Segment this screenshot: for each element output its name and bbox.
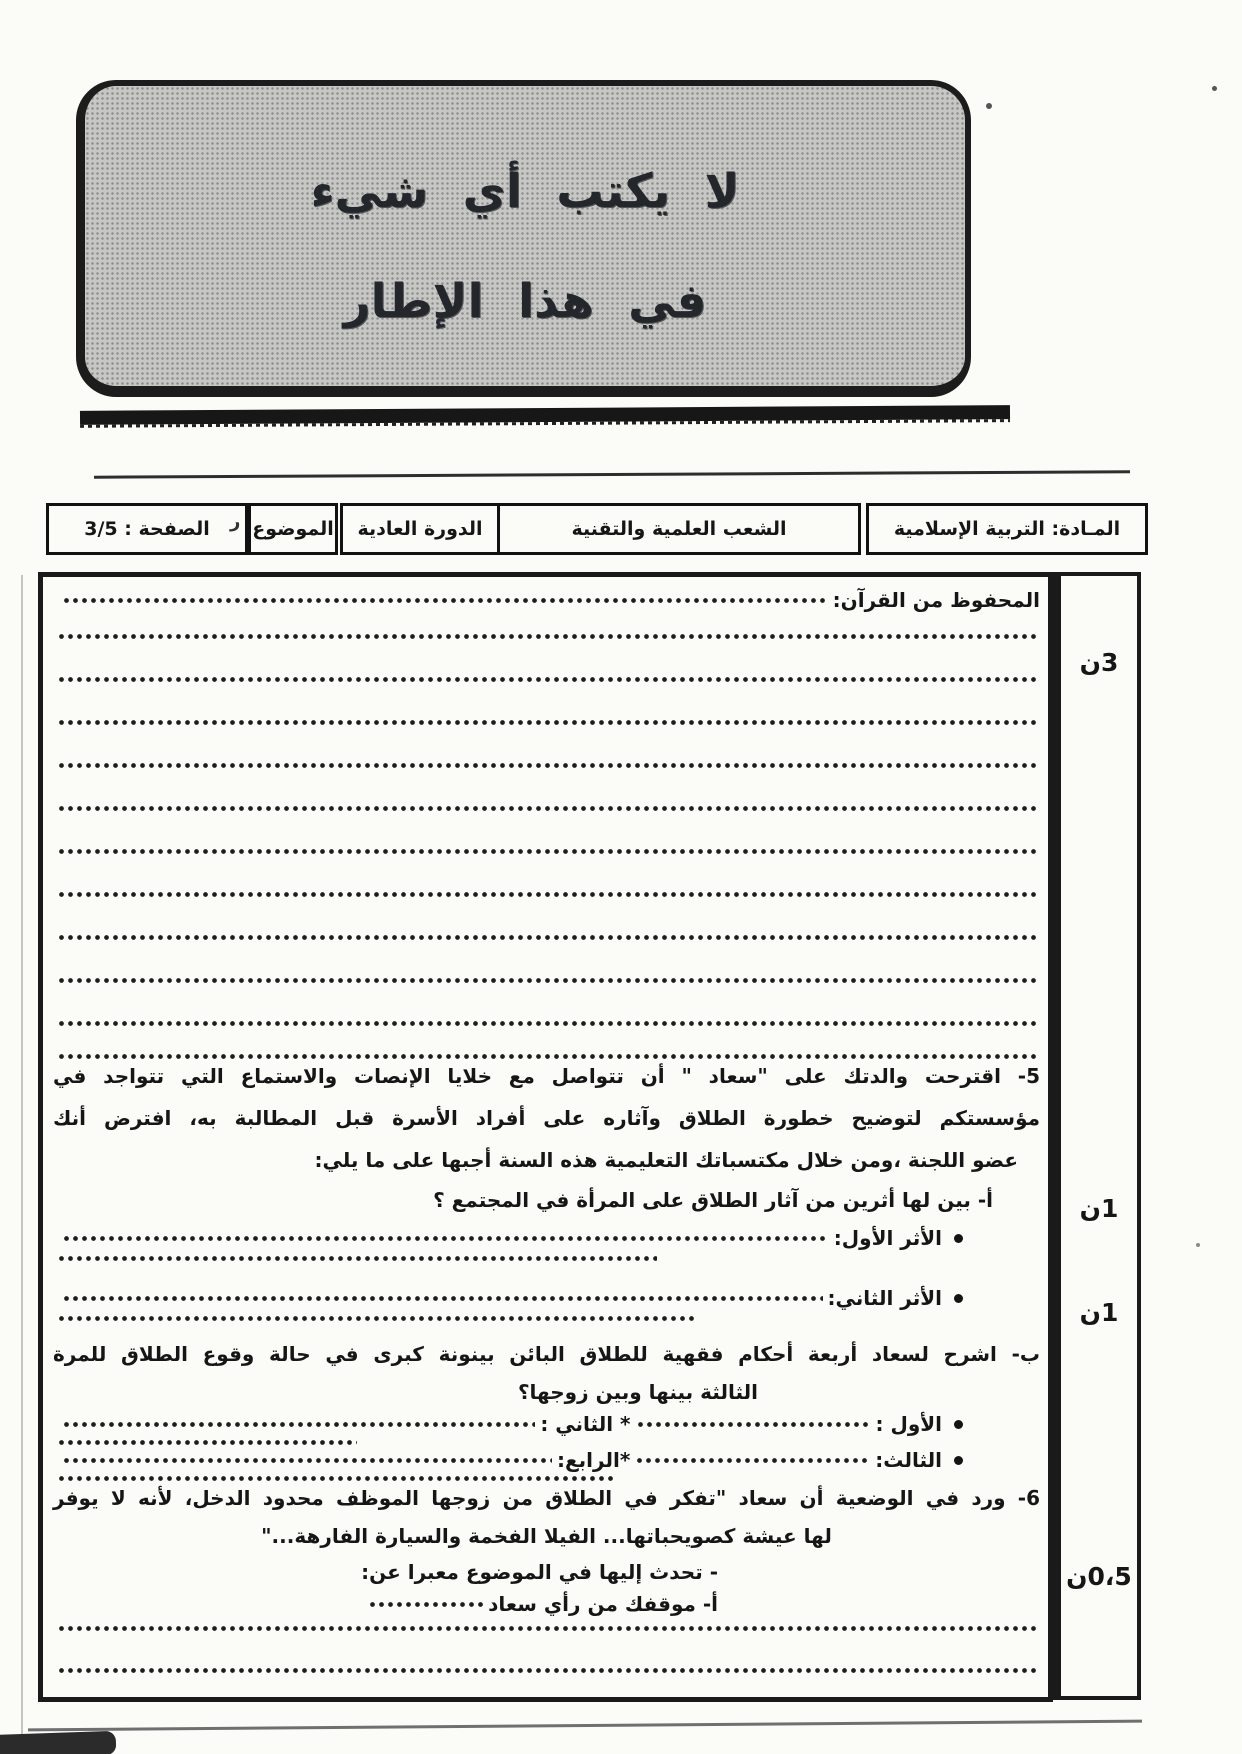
answer-dotted-fill[interactable]: [636, 1421, 871, 1428]
q6-text-line1: 6- ورد في الوضعية أن سعاد "تفكر في الطلاق من زوجها الموظف محدود الدخل، لأنه لا يوفر: [53, 1486, 1040, 1510]
effect2-label: الأثر الثاني:: [827, 1286, 942, 1310]
do-not-write-notice-box: [76, 80, 971, 397]
q5-text-line1: 5- اقترحت والدتك على "سعاد " أن تتواصل مع خلايا الإنصات والاستماع التي تتواجد في: [53, 1064, 1040, 1088]
q5-text-line3: عضو اللجنة ،ومن خلال مكتسباتك التعليمية هذه السنة أجبها على ما يلي:: [314, 1148, 1018, 1172]
answer-line[interactable]: [57, 891, 1036, 898]
rule1-rule2-row: [57, 1409, 963, 1439]
scan-bottom-line: [28, 1720, 1142, 1732]
header-cell-topic: [248, 503, 338, 555]
session-label: الدورة العادية: [357, 518, 483, 540]
effect1-label: الأثر الأول:: [833, 1226, 942, 1250]
answer-line[interactable]: [57, 934, 1036, 941]
answer-line[interactable]: [57, 1315, 697, 1322]
rule3-rule4-row: [57, 1445, 963, 1475]
answer-dotted-fill[interactable]: [62, 1421, 535, 1428]
q6-text-line2: لها عيشة كصويحباتها... الفيلا الفخمة والسيارة الفارهة...": [261, 1524, 832, 1548]
answer-dotted-fill[interactable]: [62, 1295, 823, 1302]
branch-label: الشعب العلمية والتقنية: [571, 518, 787, 540]
q5-sub-a: أ- بين لها أثرين من آثار الطلاق على المرأة في المجتمع ؟: [433, 1188, 993, 1212]
rule1-label: الأول :: [875, 1412, 942, 1436]
answer-frame: [38, 572, 1053, 1702]
scan-edge-line: [21, 575, 23, 1740]
answer-line[interactable]: [57, 1255, 657, 1262]
page-number-label: الصفحة : 3/5: [84, 518, 210, 540]
subject-label: المـادة: التربية الإسلامية: [893, 518, 1121, 540]
q5-sub-b-line1: ب- اشرح لسعاد أربعة أحكام فقهية للطلاق البائن بينونة كبرى في حالة وقوع الطلاق للمرة: [53, 1342, 1040, 1366]
rule2-label: * الثاني :: [540, 1412, 631, 1436]
bullet-icon: [954, 1456, 963, 1465]
answer-dotted-fill[interactable]: [62, 1457, 552, 1464]
rule4-label: *الرابع:: [556, 1448, 631, 1472]
answer-line[interactable]: [57, 1625, 1036, 1632]
bullet-icon: [954, 1420, 963, 1429]
answer-line[interactable]: [57, 805, 1036, 812]
score-q5b: 1ن: [1079, 1298, 1119, 1327]
stray-mark: ر: [230, 511, 241, 532]
q5-text-line2: مؤسستكم لتوضيح خطورة الطلاق وآثاره على أفراد الأسرة قبل المطالبة به، افترض أنك: [53, 1106, 1040, 1130]
topic-label: الموضوع: [252, 518, 334, 540]
header-cell-session: [340, 503, 500, 555]
thick-divider-bar: [80, 405, 1010, 425]
bullet-icon: [954, 1234, 963, 1243]
score-q5a: 1ن: [1079, 1194, 1119, 1223]
memorized-quran-row: [57, 585, 1040, 615]
rule3-label: الثالث:: [875, 1448, 942, 1472]
answer-dotted-fill[interactable]: [368, 1601, 483, 1608]
scan-speck: [1196, 1243, 1200, 1247]
notice-line-2: في هذا الإطار: [343, 274, 707, 329]
thin-divider-line: [94, 470, 1130, 478]
answer-line[interactable]: [57, 1667, 1036, 1674]
q6-task-a-row: [363, 1589, 718, 1619]
answer-line[interactable]: [57, 719, 1036, 726]
scan-speck: [986, 103, 992, 109]
score-q6a: 0،5ن: [1066, 1562, 1132, 1591]
q6-task: - تحدث إليها في الموضوع معبرا عن:: [361, 1560, 718, 1584]
answer-line[interactable]: [57, 1053, 1036, 1060]
answer-line[interactable]: [57, 848, 1036, 855]
scan-corner-smudge: [0, 1731, 116, 1754]
effect1-row: [57, 1223, 963, 1253]
answer-dotted-fill[interactable]: [62, 1235, 829, 1242]
memorized-quran-label: المحفوظ من القرآن:: [832, 588, 1040, 612]
bullet-icon: [954, 1294, 963, 1303]
q6-task-a-label: أ- موقفك من رأي سعاد: [488, 1592, 718, 1616]
answer-line[interactable]: [57, 1475, 617, 1482]
answer-line[interactable]: [57, 633, 1036, 640]
score-q-memorized: 3ن: [1079, 648, 1119, 677]
answer-line[interactable]: [57, 1020, 1036, 1027]
notice-line-1: لا يكتب أي شيء: [310, 164, 740, 219]
answer-dotted-fill[interactable]: [62, 597, 828, 604]
answer-line[interactable]: [57, 676, 1036, 683]
answer-dotted-fill[interactable]: [635, 1457, 870, 1464]
header-cell-page: [46, 503, 248, 555]
effect2-row: [57, 1283, 963, 1313]
answer-line[interactable]: [57, 762, 1036, 769]
header-cell-branch: [497, 503, 861, 555]
header-cell-subject: [866, 503, 1148, 555]
score-column: [1053, 572, 1141, 1700]
answer-line[interactable]: [57, 977, 1036, 984]
scan-speck: [1212, 86, 1217, 91]
q5-sub-b-line2: الثالثة بينها وبين زوجها؟: [517, 1380, 758, 1404]
